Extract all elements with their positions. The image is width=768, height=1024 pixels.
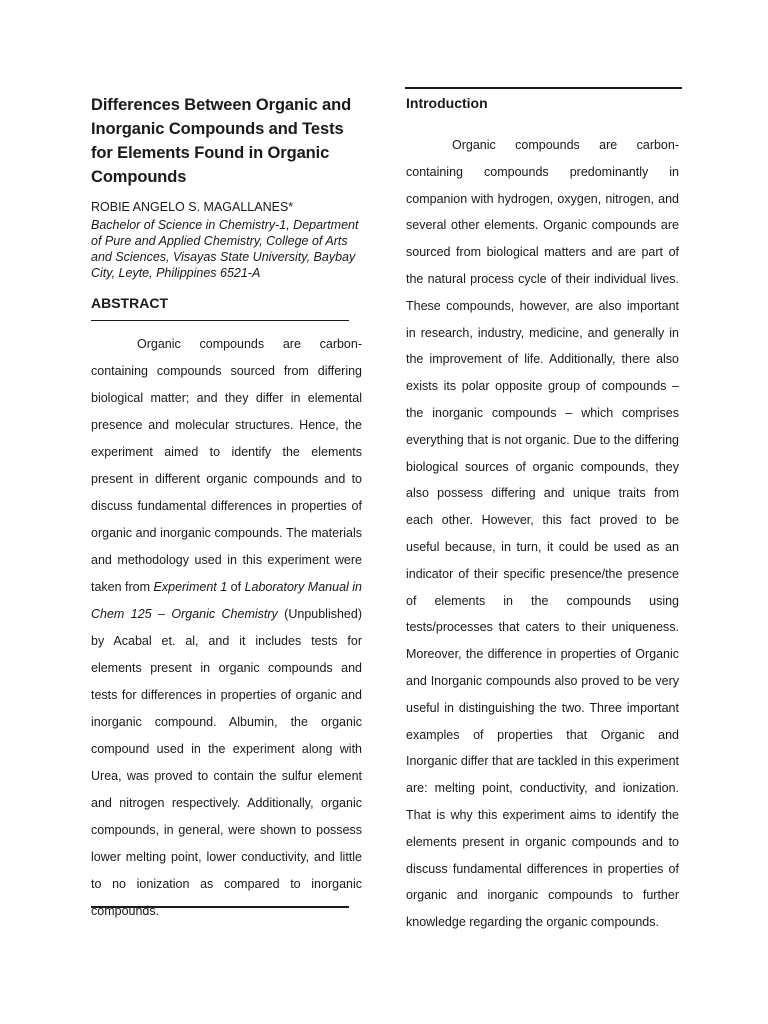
abstract-heading: ABSTRACT: [91, 295, 168, 311]
abstract-body: [91, 331, 362, 925]
abstract-italic-2: Laboratory Manual in Chem 125 – Organic Chemistry: [91, 580, 362, 621]
paper-title: Differences Between Organic and Inorganic Compounds and Tests for Elements Found in Organic Compounds: [91, 96, 352, 186]
right-column: [406, 93, 679, 936]
abstract-text-3: (Unpublished) by Acabal et. al, and it includes tests for elements present in organic compounds and tests for differences in properties of organic and inorganic compound. Albumin, the organic compound used in the experiment along with Urea, was proved to contain the sulfur element and nitrogen respectively. Additionally, organic compounds, in general, were shown to possess lower melting point, lower conductivity, and little to no ionization as compared to inorganic compounds.: [91, 607, 362, 918]
abstract-text-2: of: [227, 580, 245, 594]
top-rule: [405, 87, 682, 89]
introduction-body: [406, 132, 679, 936]
abstract-top-rule: [91, 320, 349, 321]
abstract-text-1: Organic compounds are carbon-containing compounds sourced from differing biological matter; and they differ in elemental presence and molecular structures. Hence, the experiment aimed to identify the elements present in different organic compounds and to discuss fundamental differences in properties of organic and inorganic compounds. The materials and methodology used in this experiment were taken from: [91, 337, 362, 594]
abstract-paragraph: [91, 331, 362, 925]
introduction-paragraph: Organic compounds are carbon-containing compounds predominantly in companion with hydrogen, oxygen, nitrogen, and several other elements. Organic compounds are sourced from biological matters and are part of the natural process cycle of their individual lives. These compounds, however, are also important in research, industry, medicine, and generally in the improvement of life. Additionally, there also exists its polar opposite group of compounds – the inorganic compounds – which comprises everything that is not organic. Due to the differing biological sources of organic compounds, they also possess differing and unique traits from each other. However, this fact proved to be useful because, in turn, it could be used as an indicator of their specific presence/the presence of elements in the compounds using tests/processes that caters to their uniqueness. Moreover, the difference in properties of Organic and Inorganic compounds also proved to be very useful in distinguishing the two. Three important examples of properties that Organic and Inorganic differ that are tackled in this experiment are: melting point, conductivity, and ionization. That is why this experiment aims to identify the elements present in organic compounds and to discuss fundamental differences in properties of organic and inorganic compounds to further knowledge regarding the organic compounds.: [406, 138, 679, 930]
author-name: ROBIE ANGELO S. MAGALLANES*: [91, 200, 294, 214]
left-column: [91, 93, 359, 321]
abstract-italic-1: Experiment 1: [153, 580, 228, 594]
author-affiliation: Bachelor of Science in Chemistry-1, Department of Pure and Applied Chemistry, College of Arts and Sciences, Visayas State University, Baybay City, Leyte, Philippines 6521-A: [91, 218, 359, 280]
abstract-bottom-rule: [91, 906, 349, 908]
introduction-heading: Introduction: [406, 95, 488, 111]
